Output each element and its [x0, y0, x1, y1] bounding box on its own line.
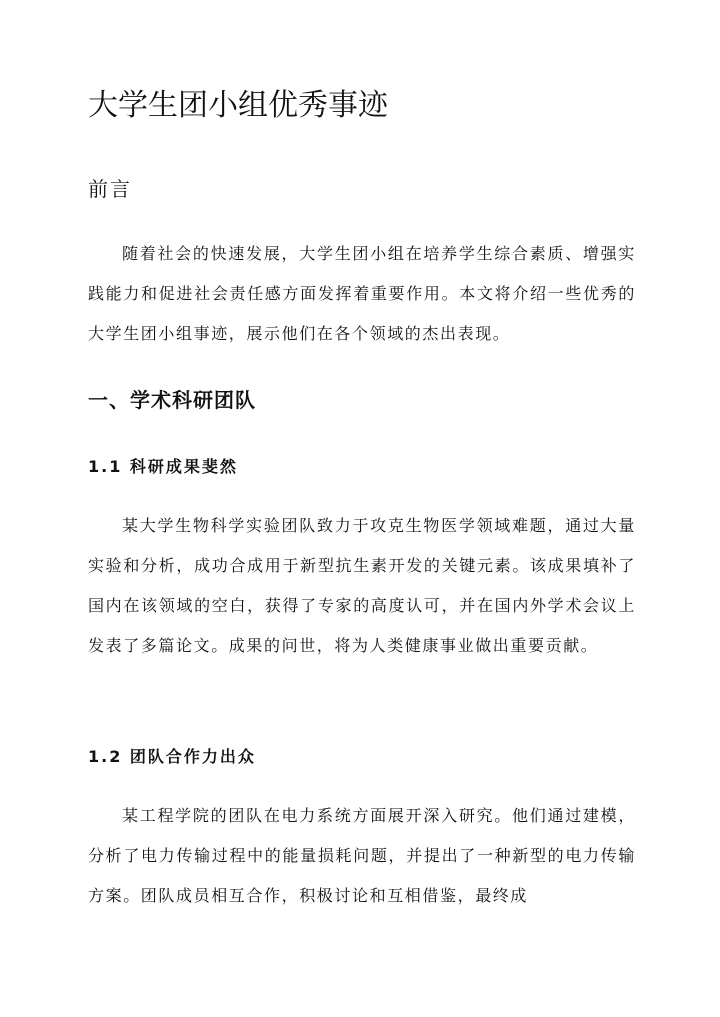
section-1-heading: 一、学术科研团队: [88, 388, 256, 412]
section-1-2-heading: 1.2 团队合作力出众: [88, 747, 256, 766]
section-1-2-paragraph: 某工程学院的团队在电力系统方面展开深入研究。他们通过建模，分析了电力传输过程中的能量损耗问题，并提出了一种新型的电力传输方案。团队成员相互合作，积极讨论和互相借鉴，最终成: [88, 806, 636, 905]
preface-heading: 前言: [88, 177, 132, 201]
preface-paragraph: 随着社会的快速发展，大学生团小组在培养学生综合素质、增强实践能力和促进社会责任感方面发挥着重要作用。本文将介绍一些优秀的大学生团小组事迹，展示他们在各个领域的杰出表现。: [88, 244, 636, 343]
section-1-1-paragraph: 某大学生物科学实验团队致力于攻克生物医学领域难题，通过大量实验和分析，成功合成用于新型抗生素开发的关键元素。该成果填补了国内在该领域的空白，获得了专家的高度认可，并在国内外学术会议上发表了多篇论文。成果的问世，将为人类健康事业做出重要贡献。: [88, 516, 636, 655]
section-1-1-heading: 1.1 科研成果斐然: [88, 457, 238, 476]
document-title: 大学生团小组优秀事迹: [88, 88, 388, 123]
